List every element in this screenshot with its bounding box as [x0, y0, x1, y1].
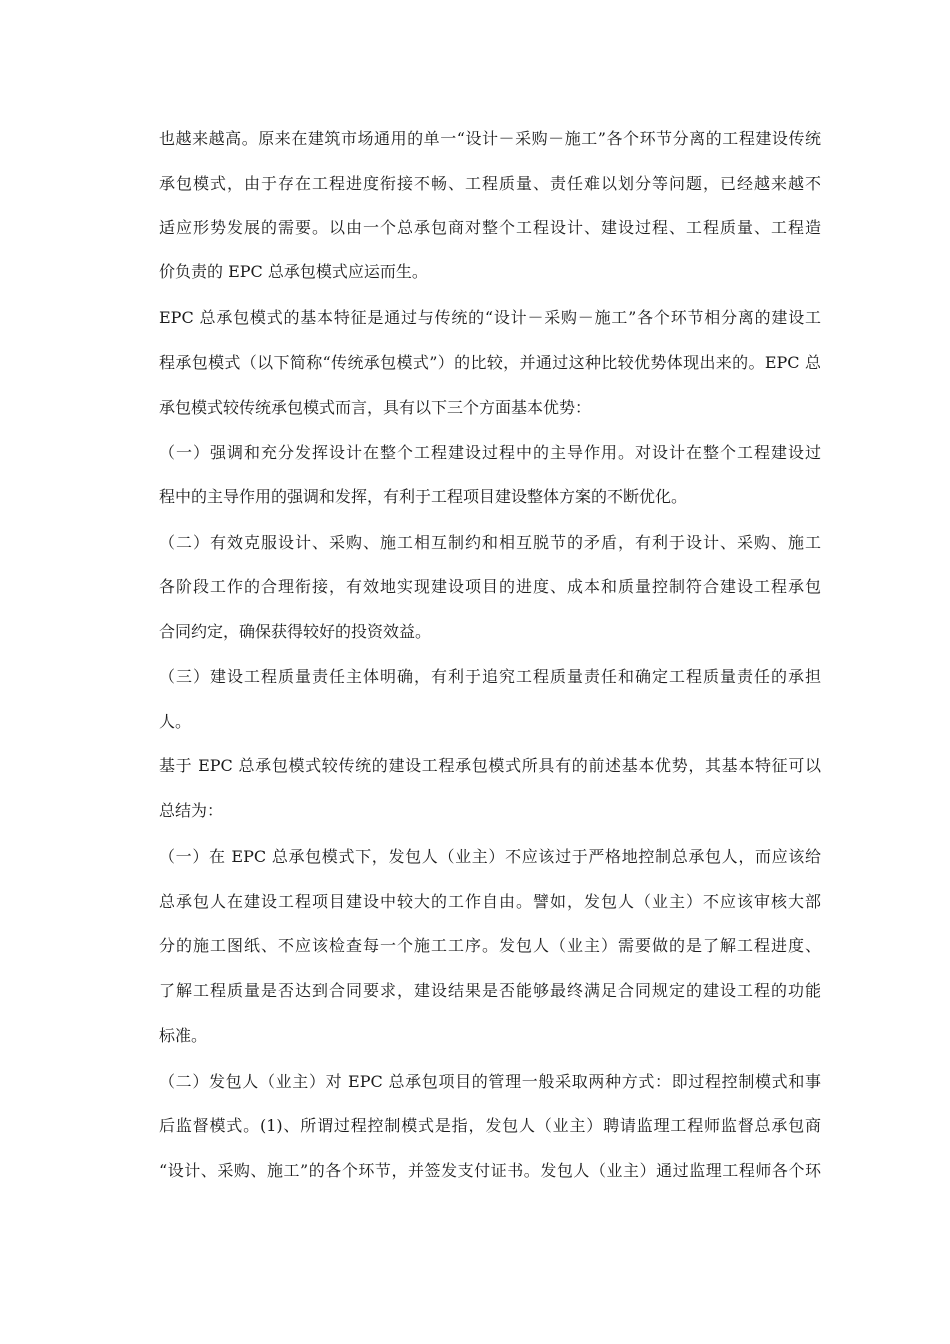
- text-line: 人。: [159, 712, 192, 731]
- text-line: “设计、采购、施工”的各个环节，并签发支付证书。发包人（业主）通过监理工程师各个环: [159, 1161, 821, 1180]
- text-line: 程中的主导作用的强调和发挥，有利于工程项目建设整体方案的不断优化。: [159, 487, 688, 506]
- text-line: 价负责的 EPC 总承包模式应运而生。: [159, 262, 428, 281]
- text-line: 各阶段工作的合理衔接，有效地实现建设项目的进度、成本和质量控制符合建设工程承包: [159, 577, 821, 596]
- text-line: 基于 EPC 总承包模式较传统的建设工程承包模式所具有的前述基本优势，其基本特征可以: [159, 756, 821, 775]
- text-line: 总结为：: [159, 801, 224, 820]
- text-line: （一）强调和充分发挥设计在整个工程建设过程中的主导作用。对设计在整个工程建设过: [159, 443, 821, 462]
- text-line: 适应形势发展的需要。以由一个总承包商对整个工程设计、建设过程、工程质量、工程造: [159, 218, 821, 237]
- text-line: 总承包人在建设工程项目建设中较大的工作自由。譬如，发包人（业主）不应该审核大部: [159, 892, 821, 911]
- text-line: （三）建设工程质量责任主体明确，有利于追究工程质量责任和确定工程质量责任的承担: [159, 667, 821, 686]
- text-line: 分的施工图纸、不应该检查每一个施工工序。发包人（业主）需要做的是了解工程进度、: [159, 936, 821, 955]
- text-line: 也越来越高。原来在建筑市场通用的单一“设计－采购－施工”各个环节分离的工程建设传统: [159, 129, 821, 148]
- text-line: 程承包模式（以下简称“传统承包模式”）的比较，并通过这种比较优势体现出来的。EPC 总: [159, 353, 821, 372]
- text-line: （二）发包人（业主）对 EPC 总承包项目的管理一般采取两种方式：即过程控制模式和事: [159, 1072, 821, 1091]
- text-line: （一）在 EPC 总承包模式下，发包人（业主）不应该过于严格地控制总承包人，而应该给: [159, 847, 821, 866]
- text-line: 标准。: [159, 1026, 208, 1045]
- text-line: 合同约定，确保获得较好的投资效益。: [159, 622, 432, 641]
- text-line: 承包模式，由于存在工程进度衔接不畅、工程质量、责任难以划分等问题，已经越来越不: [159, 174, 821, 193]
- text-line: 承包模式较传统承包模式而言，具有以下三个方面基本优势：: [159, 398, 592, 417]
- text-line: 后监督模式。(1)、所谓过程控制模式是指，发包人（业主）聘请监理工程师监督总承包商: [159, 1116, 821, 1135]
- text-line: 了解工程质量是否达到合同要求，建设结果是否能够最终满足合同规定的建设工程的功能: [159, 981, 821, 1000]
- text-line: （二）有效克服设计、采购、施工相互制约和相互脱节的矛盾，有利于设计、采购、施工: [159, 533, 821, 552]
- text-line: EPC 总承包模式的基本特征是通过与传统的“设计－采购－施工”各个环节相分离的建设工: [159, 308, 821, 327]
